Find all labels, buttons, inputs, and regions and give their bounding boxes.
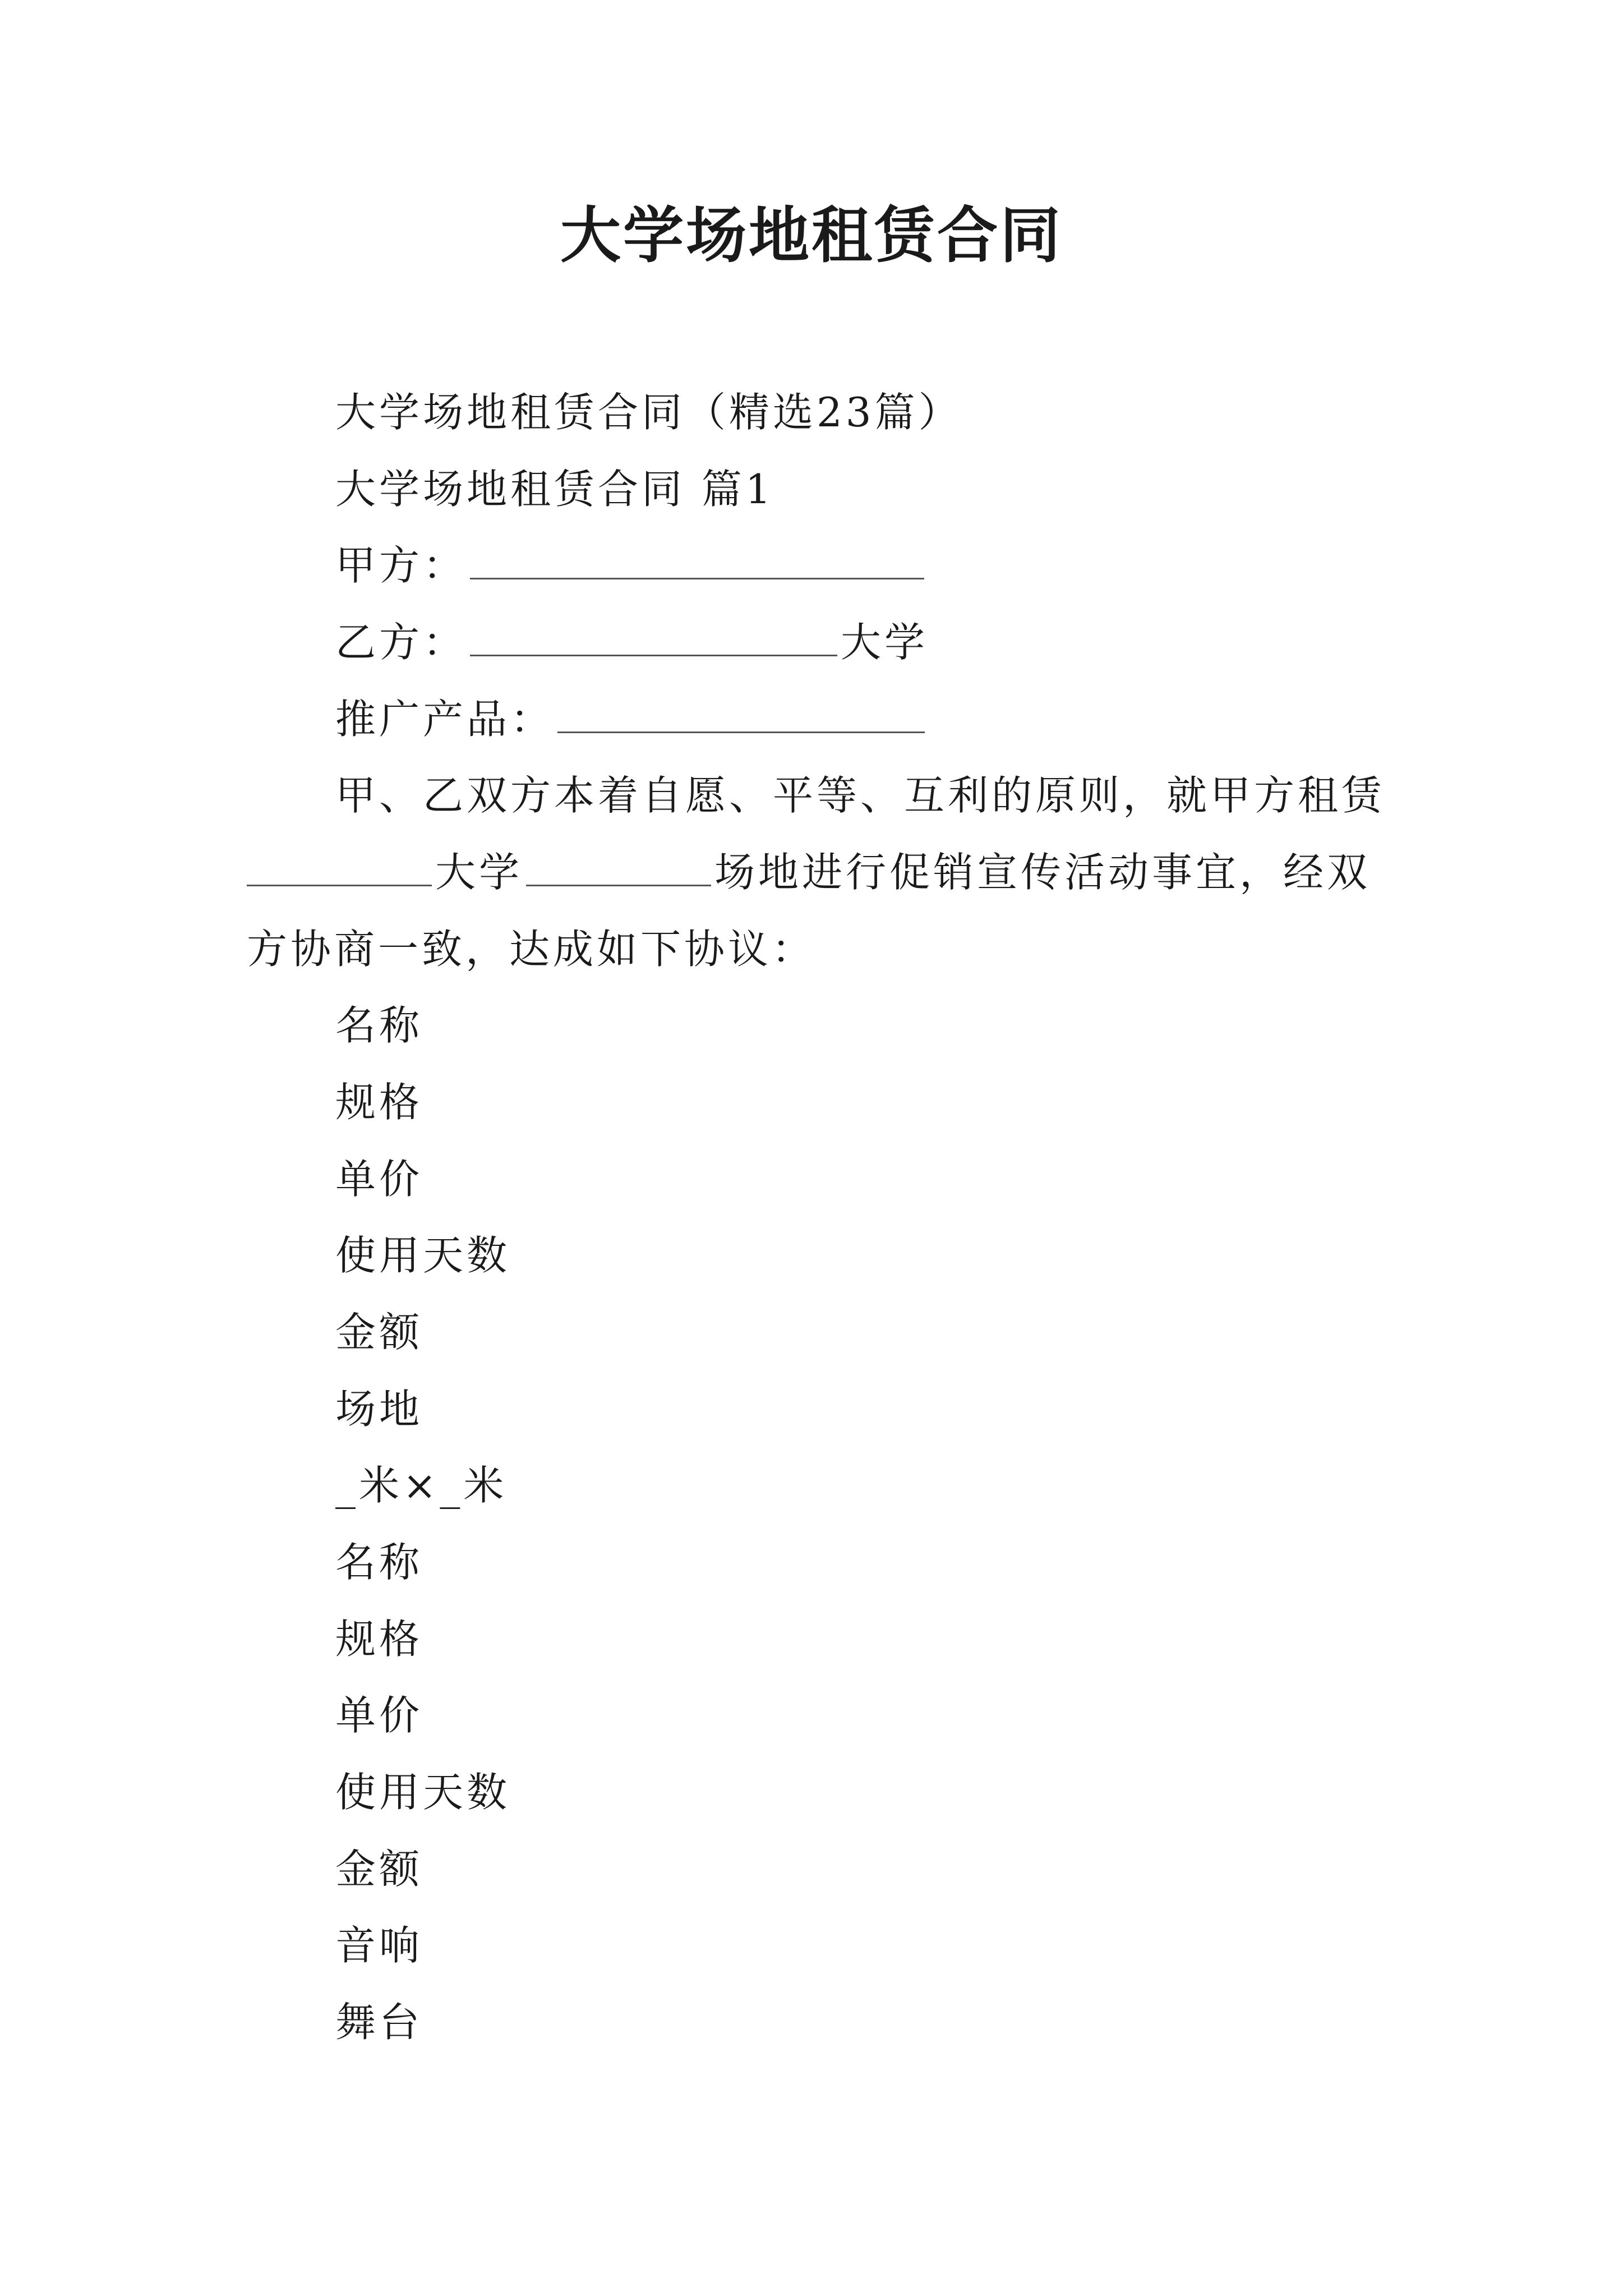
list-item: 规格 — [335, 1616, 423, 1663]
list-item: 金额 — [335, 1309, 423, 1356]
list-item: 使用天数 — [335, 1232, 511, 1279]
party-a-label: 甲方： — [335, 542, 467, 589]
list-item: 名称 — [335, 1002, 423, 1049]
list-item: 场地 — [335, 1386, 423, 1433]
party-b-blank — [470, 643, 837, 656]
section-heading: 大学场地租赁合同 篇1 — [335, 466, 774, 513]
list-item: 舞台 — [335, 1999, 423, 2046]
list-item: 金额 — [335, 1846, 423, 1893]
list-item: 使用天数 — [335, 1769, 511, 1816]
product-blank — [557, 720, 925, 733]
intro-blank-2 — [526, 873, 711, 886]
intro-blank-1 — [247, 873, 432, 886]
intro-line-2 — [247, 844, 1371, 900]
party-a-blank — [470, 567, 924, 579]
intro-university: 大学 — [435, 849, 523, 896]
product-line — [335, 691, 928, 747]
product-label: 推广产品： — [335, 696, 555, 743]
party-b-label: 乙方： — [335, 619, 467, 666]
party-a-line — [335, 537, 928, 593]
document-title: 大学场地租赁合同 — [560, 200, 1063, 271]
document-subtitle: 大学场地租赁合同（精选23篇） — [335, 389, 962, 436]
party-b-line — [335, 614, 928, 670]
list-item: 音响 — [335, 1922, 423, 1969]
list-item: 名称 — [335, 1539, 423, 1586]
intro-line-2-end: 场地进行促销宣传活动事宜，经双 — [714, 849, 1371, 896]
list-item: 单价 — [335, 1692, 423, 1739]
intro-line-1: 甲、乙双方本着自愿、平等、互利的原则，就甲方租赁 — [335, 772, 1386, 819]
party-b-suffix: 大学 — [841, 619, 929, 666]
list-item: _米×_米 — [335, 1462, 508, 1509]
list-item: 单价 — [335, 1156, 423, 1203]
list-item: 规格 — [335, 1079, 423, 1126]
intro-line-3: 方协商一致，达成如下协议： — [247, 926, 816, 973]
